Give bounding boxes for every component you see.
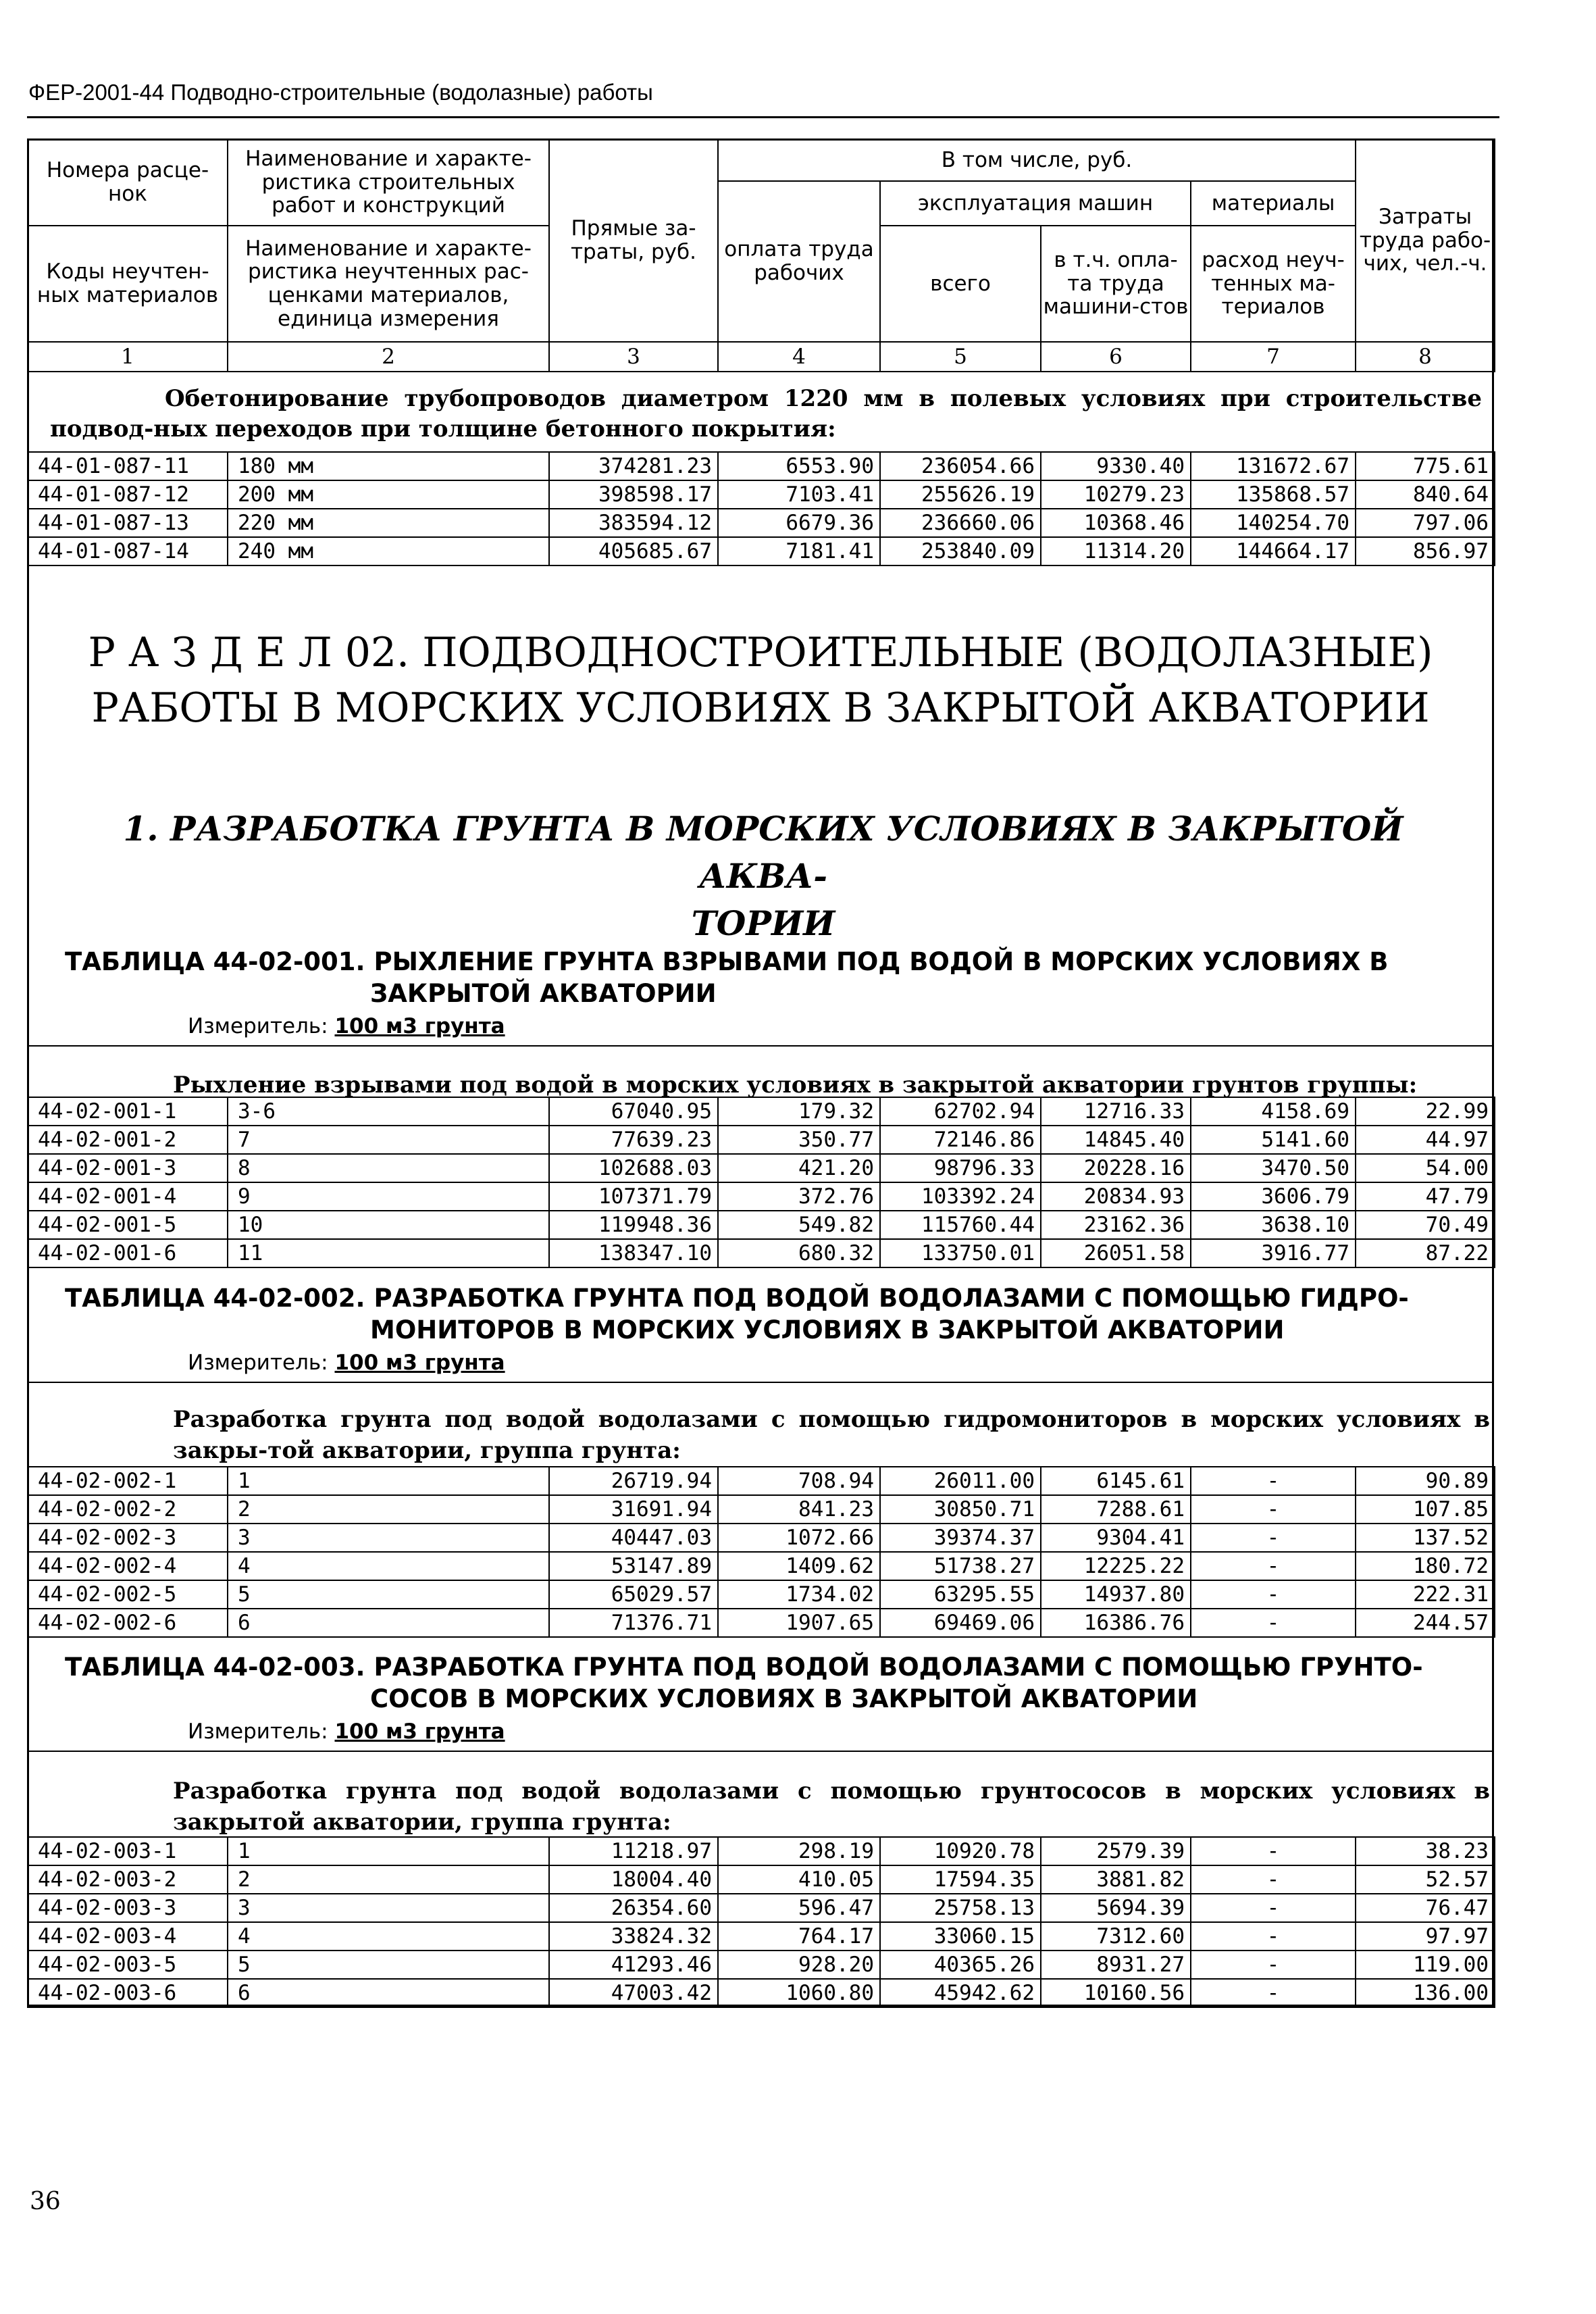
value-cell: 41293.46 xyxy=(549,1951,718,1979)
unit-value: 100 м3 грунта xyxy=(334,1351,505,1375)
value-cell: 47003.42 xyxy=(549,1979,718,2007)
col-num-3: 3 xyxy=(549,342,718,372)
hdr-machines: эксплуатация машин xyxy=(880,181,1191,226)
value-cell: 180.72 xyxy=(1356,1552,1495,1580)
column-header-table xyxy=(27,139,1495,372)
value-cell: 135868.57 xyxy=(1191,480,1356,509)
value-cell: 17594.35 xyxy=(880,1865,1041,1894)
rate-code-cell: 44-02-002-2 xyxy=(28,1495,228,1524)
value-cell: 133750.01 xyxy=(880,1239,1041,1267)
value-cell: 1409.62 xyxy=(718,1552,880,1580)
value-cell: - xyxy=(1191,1865,1356,1894)
description-cell: 8 xyxy=(228,1154,549,1182)
value-cell: 26354.60 xyxy=(549,1894,718,1922)
value-cell: 45942.62 xyxy=(880,1979,1041,2007)
table-row xyxy=(28,1239,1495,1267)
value-cell: 140254.70 xyxy=(1191,509,1356,537)
value-cell: - xyxy=(1191,1922,1356,1951)
rate-code-cell: 44-02-001-4 xyxy=(28,1182,228,1211)
value-cell: 298.19 xyxy=(718,1837,880,1865)
description-cell: 3-6 xyxy=(228,1097,549,1126)
value-cell: 4158.69 xyxy=(1191,1097,1356,1126)
description-cell: 9 xyxy=(228,1182,549,1211)
value-cell: 107.85 xyxy=(1356,1495,1495,1524)
value-cell: 222.31 xyxy=(1356,1580,1495,1609)
hdr-unaccounted-name: Наименование и характе-ристика неучтенных рас-ценками материалов, единица измерения xyxy=(228,226,549,342)
description-cell: 180 мм xyxy=(228,452,549,480)
value-cell: 25758.13 xyxy=(880,1894,1041,1922)
unit-label: Измеритель: xyxy=(188,1351,328,1375)
rate-code-cell: 44-02-002-3 xyxy=(28,1524,228,1552)
table-row xyxy=(28,1922,1495,1951)
table-row xyxy=(28,1495,1495,1524)
value-cell: 54.00 xyxy=(1356,1154,1495,1182)
table-row xyxy=(28,1979,1495,2007)
table-row xyxy=(28,1865,1495,1894)
value-cell: 22.99 xyxy=(1356,1097,1495,1126)
table-3-title-line-1: ТАБЛИЦА 44-02-003. РАЗРАБОТКА ГРУНТА ПОД ВОДОЙ ВОДОЛАЗАМИ С ПОМОЩЬЮ ГРУНТО- xyxy=(65,1653,1423,1682)
value-cell: - xyxy=(1191,1495,1356,1524)
value-cell: 77639.23 xyxy=(549,1126,718,1154)
hdr-unaccounted-codes: Коды неучтен-ных материалов xyxy=(28,226,228,342)
description-cell: 2 xyxy=(228,1865,549,1894)
value-cell: 253840.09 xyxy=(880,537,1041,565)
col-num-6: 6 xyxy=(1041,342,1191,372)
rate-code-cell: 44-02-002-1 xyxy=(28,1467,228,1495)
value-cell: 137.52 xyxy=(1356,1524,1495,1552)
value-cell: 236054.66 xyxy=(880,452,1041,480)
value-cell: 26051.58 xyxy=(1041,1239,1191,1267)
rate-code-cell: 44-02-001-2 xyxy=(28,1126,228,1154)
value-cell: 52.57 xyxy=(1356,1865,1495,1894)
value-cell: 14937.80 xyxy=(1041,1580,1191,1609)
col-num-1: 1 xyxy=(28,342,228,372)
value-cell: 51738.27 xyxy=(880,1552,1041,1580)
table-row xyxy=(28,1524,1495,1552)
description-cell: 6 xyxy=(228,1609,549,1637)
table-row xyxy=(28,1951,1495,1979)
value-cell: 841.23 xyxy=(718,1495,880,1524)
unit-label: Измеритель: xyxy=(188,1014,328,1038)
section-caption: Обетонирование трубопроводов диаметром 1220 мм в полевых условиях при строительстве подвод-ных переходов при толщине бетонного покрытия: xyxy=(50,385,1482,443)
value-cell: 680.32 xyxy=(718,1239,880,1267)
page-number: 36 xyxy=(30,2188,61,2215)
description-cell: 4 xyxy=(228,1922,549,1951)
part-title-line-1: Р А З Д Е Л 02. ПОДВОДНОСТРОИТЕЛЬНЫЕ (ВОДОЛАЗНЫЕ) xyxy=(88,629,1433,676)
value-cell: 12225.22 xyxy=(1041,1552,1191,1580)
value-cell: 33824.32 xyxy=(549,1922,718,1951)
value-cell: 115760.44 xyxy=(880,1211,1041,1239)
description-cell: 3 xyxy=(228,1524,549,1552)
table-3-caption: Разработка грунта под водой водолазами с помощью грунтососов в морских условиях в закрытой акватории, группа грунта: xyxy=(173,1778,1490,1836)
table-row xyxy=(28,1097,1495,1126)
value-cell: 20834.93 xyxy=(1041,1182,1191,1211)
value-cell: 10160.56 xyxy=(1041,1979,1191,2007)
rate-code-cell: 44-02-001-6 xyxy=(28,1239,228,1267)
value-cell: 7103.41 xyxy=(718,480,880,509)
hdr-materials-consumption: расход неуч-тенных ма-териалов xyxy=(1191,226,1356,342)
value-cell: 3638.10 xyxy=(1191,1211,1356,1239)
value-cell: 6145.61 xyxy=(1041,1467,1191,1495)
rate-code-cell: 44-02-001-1 xyxy=(28,1097,228,1126)
value-cell: - xyxy=(1191,1951,1356,1979)
value-cell: 76.47 xyxy=(1356,1894,1495,1922)
value-cell: 10920.78 xyxy=(880,1837,1041,1865)
value-cell: 63295.55 xyxy=(880,1580,1041,1609)
value-cell: - xyxy=(1191,1979,1356,2007)
value-cell: 20228.16 xyxy=(1041,1154,1191,1182)
value-cell: 5141.60 xyxy=(1191,1126,1356,1154)
table-1-caption: Рыхление взрывами под водой в морских условиях в закрытой акватории грунтов группы: xyxy=(173,1072,1418,1099)
rate-code-cell: 44-01-087-11 xyxy=(28,452,228,480)
data-table xyxy=(27,451,1495,566)
rate-code-cell: 44-02-001-5 xyxy=(28,1211,228,1239)
value-cell: 97.97 xyxy=(1356,1922,1495,1951)
value-cell: 775.61 xyxy=(1356,452,1495,480)
value-cell: 9304.41 xyxy=(1041,1524,1191,1552)
value-cell: 26719.94 xyxy=(549,1467,718,1495)
value-cell: 18004.40 xyxy=(549,1865,718,1894)
value-cell: 138347.10 xyxy=(549,1239,718,1267)
table-row xyxy=(28,1126,1495,1154)
table-1-title-line-1: ТАБЛИЦА 44-02-001. РЫХЛЕНИЕ ГРУНТА ВЗРЫВАМИ ПОД ВОДОЙ В МОРСКИХ УСЛОВИЯХ В xyxy=(65,947,1389,976)
value-cell: - xyxy=(1191,1552,1356,1580)
col-num-2: 2 xyxy=(228,342,549,372)
running-head: ФЕР-2001-44 Подводно-строительные (водолазные) работы xyxy=(28,80,653,105)
value-cell: 405685.67 xyxy=(549,537,718,565)
description-cell: 7 xyxy=(228,1126,549,1154)
value-cell: 12716.33 xyxy=(1041,1097,1191,1126)
value-cell: 3606.79 xyxy=(1191,1182,1356,1211)
hdr-rate-numbers: Номера расце-нок xyxy=(28,139,228,226)
value-cell: 372.76 xyxy=(718,1182,880,1211)
value-cell: 33060.15 xyxy=(880,1922,1041,1951)
value-cell: 6679.36 xyxy=(718,509,880,537)
rule xyxy=(27,1382,1494,1383)
description-cell: 220 мм xyxy=(228,509,549,537)
value-cell: 62702.94 xyxy=(880,1097,1041,1126)
value-cell: - xyxy=(1191,1837,1356,1865)
description-cell: 1 xyxy=(228,1837,549,1865)
rule xyxy=(27,1751,1494,1752)
value-cell: 71376.71 xyxy=(549,1609,718,1637)
value-cell: 38.23 xyxy=(1356,1837,1495,1865)
rate-code-cell: 44-02-002-6 xyxy=(28,1609,228,1637)
value-cell: 398598.17 xyxy=(549,480,718,509)
rule xyxy=(27,1045,1494,1047)
unit-value: 100 м3 грунта xyxy=(334,1719,505,1744)
value-cell: 6553.90 xyxy=(718,452,880,480)
value-cell: 3470.50 xyxy=(1191,1154,1356,1182)
table-1-unit xyxy=(188,1014,505,1038)
value-cell: - xyxy=(1191,1894,1356,1922)
hdr-labor: Затраты труда рабо-чих, чел.-ч. xyxy=(1356,139,1495,342)
rate-code-cell: 44-01-087-12 xyxy=(28,480,228,509)
table-row xyxy=(28,452,1495,480)
rate-code-cell: 44-01-087-13 xyxy=(28,509,228,537)
rate-code-cell: 44-02-003-2 xyxy=(28,1865,228,1894)
value-cell: 107371.79 xyxy=(549,1182,718,1211)
value-cell: 928.20 xyxy=(718,1951,880,1979)
unit-label: Измеритель: xyxy=(188,1719,328,1744)
rate-code-cell: 44-02-003-4 xyxy=(28,1922,228,1951)
value-cell: 856.97 xyxy=(1356,537,1495,565)
value-cell: 102688.03 xyxy=(549,1154,718,1182)
value-cell: 374281.23 xyxy=(549,452,718,480)
subsection-title xyxy=(108,805,1418,947)
value-cell: - xyxy=(1191,1524,1356,1552)
value-cell: 10368.46 xyxy=(1041,509,1191,537)
value-cell: 708.94 xyxy=(718,1467,880,1495)
table-1-title-line-2: ЗАКРЫТОЙ АКВАТОРИИ xyxy=(370,979,717,1008)
value-cell: 67040.95 xyxy=(549,1097,718,1126)
value-cell: 840.64 xyxy=(1356,480,1495,509)
value-cell: 30850.71 xyxy=(880,1495,1041,1524)
col-num-4: 4 xyxy=(718,342,880,372)
value-cell: 3916.77 xyxy=(1191,1239,1356,1267)
value-cell: 7312.60 xyxy=(1041,1922,1191,1951)
unit-value: 100 м3 грунта xyxy=(334,1014,505,1038)
hdr-materials: материалы xyxy=(1191,181,1356,226)
description-cell: 5 xyxy=(228,1580,549,1609)
value-cell: 144664.17 xyxy=(1191,537,1356,565)
table-row xyxy=(28,1154,1495,1182)
table-row xyxy=(28,1467,1495,1495)
table-row xyxy=(28,1552,1495,1580)
table-2-unit xyxy=(188,1351,505,1375)
value-cell: 8931.27 xyxy=(1041,1951,1191,1979)
value-cell: 69469.06 xyxy=(880,1609,1041,1637)
value-cell: 47.79 xyxy=(1356,1182,1495,1211)
value-cell: 1072.66 xyxy=(718,1524,880,1552)
col-num-8: 8 xyxy=(1356,342,1495,372)
value-cell: 410.05 xyxy=(718,1865,880,1894)
value-cell: 119.00 xyxy=(1356,1951,1495,1979)
table-1-title xyxy=(65,946,1483,1009)
value-cell: - xyxy=(1191,1580,1356,1609)
table-row xyxy=(28,1211,1495,1239)
rate-code-cell: 44-02-003-5 xyxy=(28,1951,228,1979)
hdr-direct-costs: Прямые за-траты, руб. xyxy=(549,139,718,342)
value-cell: 10279.23 xyxy=(1041,480,1191,509)
hdr-machines-total: всего xyxy=(880,226,1041,342)
description-cell: 200 мм xyxy=(228,480,549,509)
description-cell: 10 xyxy=(228,1211,549,1239)
value-cell: 236660.06 xyxy=(880,509,1041,537)
table-row xyxy=(28,480,1495,509)
value-cell: 421.20 xyxy=(718,1154,880,1182)
table-row xyxy=(28,1894,1495,1922)
value-cell: 119948.36 xyxy=(549,1211,718,1239)
description-cell: 5 xyxy=(228,1951,549,1979)
rate-code-cell: 44-02-003-3 xyxy=(28,1894,228,1922)
value-cell: 179.32 xyxy=(718,1097,880,1126)
value-cell: 1907.65 xyxy=(718,1609,880,1637)
value-cell: - xyxy=(1191,1609,1356,1637)
table-row xyxy=(28,1182,1495,1211)
value-cell: 11314.20 xyxy=(1041,537,1191,565)
value-cell: 14845.40 xyxy=(1041,1126,1191,1154)
col-num-7: 7 xyxy=(1191,342,1356,372)
table-2-title-line-2: МОНИТОРОВ В МОРСКИХ УСЛОВИЯХ В ЗАКРЫТОЙ АКВАТОРИИ xyxy=(370,1315,1285,1344)
value-cell: 70.49 xyxy=(1356,1211,1495,1239)
value-cell: 131672.67 xyxy=(1191,452,1356,480)
value-cell: 350.77 xyxy=(718,1126,880,1154)
value-cell: 98796.33 xyxy=(880,1154,1041,1182)
value-cell: 136.00 xyxy=(1356,1979,1495,2007)
value-cell: 40447.03 xyxy=(549,1524,718,1552)
description-cell: 4 xyxy=(228,1552,549,1580)
value-cell: 40365.26 xyxy=(880,1951,1041,1979)
value-cell: 72146.86 xyxy=(880,1126,1041,1154)
value-cell: 2579.39 xyxy=(1041,1837,1191,1865)
rate-code-cell: 44-02-001-3 xyxy=(28,1154,228,1182)
part-title xyxy=(27,625,1494,736)
running-head-rule xyxy=(27,116,1499,118)
value-cell: - xyxy=(1191,1467,1356,1495)
rate-code-cell: 44-02-003-6 xyxy=(28,1979,228,2007)
value-cell: 255626.19 xyxy=(880,480,1041,509)
hdr-machines-wages: в т.ч. опла-та труда машини-стов xyxy=(1041,226,1191,342)
value-cell: 383594.12 xyxy=(549,509,718,537)
value-cell: 26011.00 xyxy=(880,1467,1041,1495)
value-cell: 244.57 xyxy=(1356,1609,1495,1637)
table-row xyxy=(28,1609,1495,1637)
description-cell: 3 xyxy=(228,1894,549,1922)
table-3-title xyxy=(65,1651,1483,1715)
col-num-5: 5 xyxy=(880,342,1041,372)
value-cell: 16386.76 xyxy=(1041,1609,1191,1637)
value-cell: 596.47 xyxy=(718,1894,880,1922)
value-cell: 9330.40 xyxy=(1041,452,1191,480)
value-cell: 1734.02 xyxy=(718,1580,880,1609)
value-cell: 5694.39 xyxy=(1041,1894,1191,1922)
value-cell: 7288.61 xyxy=(1041,1495,1191,1524)
value-cell: 1060.80 xyxy=(718,1979,880,2007)
rate-code-cell: 44-02-002-5 xyxy=(28,1580,228,1609)
table-row xyxy=(28,509,1495,537)
value-cell: 39374.37 xyxy=(880,1524,1041,1552)
rate-code-cell: 44-02-002-4 xyxy=(28,1552,228,1580)
table-row xyxy=(28,1837,1495,1865)
hdr-wages: оплата труда рабочих xyxy=(718,181,880,342)
part-title-line-2: РАБОТЫ В МОРСКИХ УСЛОВИЯХ В ЗАКРЫТОЙ АКВАТОРИИ xyxy=(91,684,1430,732)
value-cell: 44.97 xyxy=(1356,1126,1495,1154)
hdr-including: В том числе, руб. xyxy=(718,139,1356,181)
value-cell: 764.17 xyxy=(718,1922,880,1951)
value-cell: 7181.41 xyxy=(718,537,880,565)
description-cell: 11 xyxy=(228,1239,549,1267)
table-row xyxy=(28,537,1495,565)
description-cell: 1 xyxy=(228,1467,549,1495)
rate-code-cell: 44-01-087-14 xyxy=(28,537,228,565)
data-table xyxy=(27,1097,1495,1268)
subsection-title-line-1: 1. РАЗРАБОТКА ГРУНТА В МОРСКИХ УСЛОВИЯХ В ЗАКРЫТОЙ АКВА- xyxy=(123,809,1404,896)
table-row xyxy=(28,1580,1495,1609)
value-cell: 23162.36 xyxy=(1041,1211,1191,1239)
value-cell: 103392.24 xyxy=(880,1182,1041,1211)
value-cell: 65029.57 xyxy=(549,1580,718,1609)
value-cell: 87.22 xyxy=(1356,1239,1495,1267)
value-cell: 31691.94 xyxy=(549,1495,718,1524)
rate-code-cell: 44-02-003-1 xyxy=(28,1837,228,1865)
table-2-title-line-1: ТАБЛИЦА 44-02-002. РАЗРАБОТКА ГРУНТА ПОД ВОДОЙ ВОДОЛАЗАМИ С ПОМОЩЬЮ ГИДРО- xyxy=(65,1284,1409,1313)
table-2-caption: Разработка грунта под водой водолазами с помощью гидромониторов в морских условиях в закры-той акватории, группа грунта: xyxy=(173,1406,1490,1464)
value-cell: 549.82 xyxy=(718,1211,880,1239)
value-cell: 53147.89 xyxy=(549,1552,718,1580)
value-cell: 90.89 xyxy=(1356,1467,1495,1495)
hdr-work-name: Наименование и характе-ристика строительных работ и конструкций xyxy=(228,139,549,226)
value-cell: 3881.82 xyxy=(1041,1865,1191,1894)
description-cell: 2 xyxy=(228,1495,549,1524)
data-table xyxy=(27,1836,1495,2008)
table-3-unit xyxy=(188,1719,505,1744)
value-cell: 797.06 xyxy=(1356,509,1495,537)
table-3-title-line-2: СОСОВ В МОРСКИХ УСЛОВИЯХ В ЗАКРЫТОЙ АКВАТОРИИ xyxy=(370,1684,1198,1713)
data-table xyxy=(27,1466,1495,1638)
value-cell: 11218.97 xyxy=(549,1837,718,1865)
description-cell: 240 мм xyxy=(228,537,549,565)
table-2-title xyxy=(65,1282,1483,1346)
subsection-title-line-2: ТОРИИ xyxy=(691,903,835,943)
description-cell: 6 xyxy=(228,1979,549,2007)
